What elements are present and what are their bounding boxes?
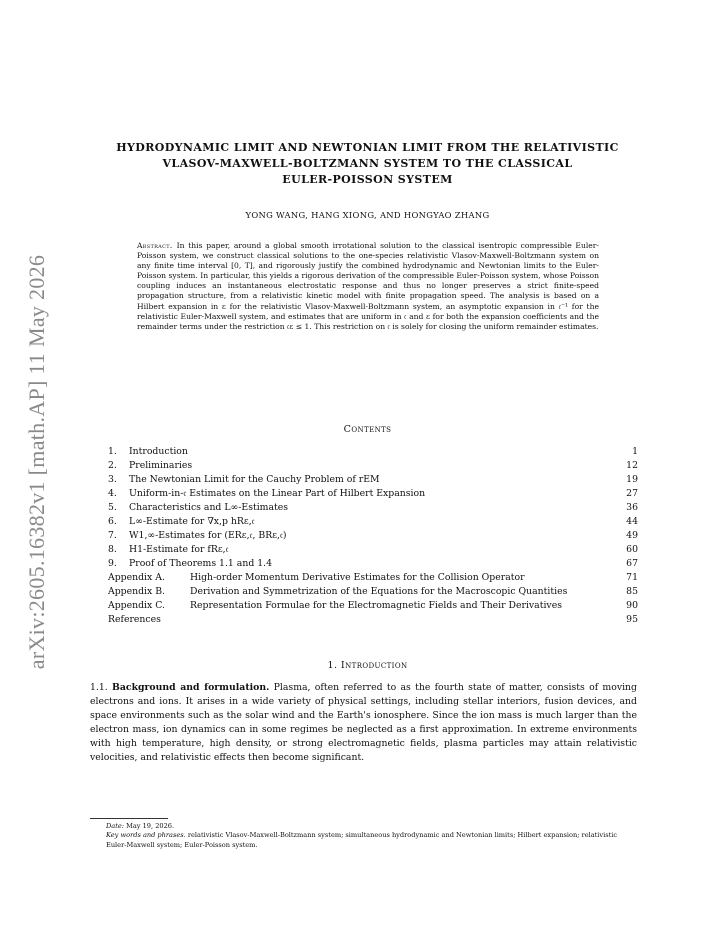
toc-entry-number: 4. bbox=[108, 488, 117, 499]
toc-entry[interactable] bbox=[108, 529, 638, 543]
title-line: VLASOV-MAXWELL-BOLTZMANN SYSTEM TO THE CLASSICAL bbox=[162, 157, 573, 170]
paper-title bbox=[100, 140, 635, 188]
abstract bbox=[137, 241, 599, 332]
toc-entry[interactable] bbox=[108, 585, 638, 599]
toc-entry-page: 85 bbox=[626, 586, 638, 597]
toc-entry-number: 6. bbox=[108, 516, 117, 527]
toc-entry-number: 7. bbox=[108, 530, 117, 541]
abstract-label: Abstract. bbox=[137, 241, 173, 250]
toc-entry-page: 12 bbox=[626, 460, 638, 471]
section-heading: 1. Introduction bbox=[327, 660, 408, 671]
toc-entry-title: Introduction bbox=[129, 446, 188, 457]
toc-entry-page: 44 bbox=[626, 516, 638, 527]
table-of-contents bbox=[108, 445, 638, 627]
date-value: May 19, 2026. bbox=[126, 822, 175, 830]
toc-entry-number: 5. bbox=[108, 502, 117, 513]
toc-entry-number: 2. bbox=[108, 460, 117, 471]
toc-entry[interactable] bbox=[108, 571, 638, 585]
toc-entry[interactable] bbox=[108, 515, 638, 529]
contents-heading: Contents bbox=[343, 424, 392, 435]
subsection-number: 1.1. bbox=[90, 682, 108, 693]
toc-entry-page: 90 bbox=[626, 600, 638, 611]
toc-entry-title: W1,∞-Estimates for (ERε,𝔠, BRε,𝔠) bbox=[129, 530, 287, 541]
toc-entry-title: Proof of Theorems 1.1 and 1.4 bbox=[129, 558, 273, 569]
toc-entry-title: Characteristics and L∞-Estimates bbox=[129, 502, 289, 513]
paragraph-text: Plasma, often referred to as the fourth state of matter, consists of moving electrons and ions. It arises in a wide variety of physical settings, including stellar interiors, fusion devices, and space environments such as the solar wind and the Earth's ionosphere. Since the ion mass is much larger than the electron mass, ion dynamics can in some regimes be neglected as a first approximation. In extreme environments with high temperature, high density, or strong electromagnetic fields, plasma particles may attain relativistic velocities, and relativistic effects then become significant. bbox=[90, 682, 637, 763]
toc-entry-title: H1-Estimate for fRε,𝔠 bbox=[129, 544, 229, 555]
footnotes bbox=[90, 822, 637, 850]
toc-entry-page: 19 bbox=[626, 474, 638, 485]
toc-entry-title: Preliminaries bbox=[129, 460, 193, 471]
toc-entry[interactable] bbox=[108, 473, 638, 487]
title-line: HYDRODYNAMIC LIMIT AND NEWTONIAN LIMIT FROM THE RELATIVISTIC bbox=[116, 141, 619, 154]
toc-entry-page: 67 bbox=[626, 558, 638, 569]
toc-entry-number: 8. bbox=[108, 544, 117, 555]
arxiv-identifier: arXiv:2605.16382v1 [math.AP] 11 May 2026 bbox=[24, 254, 49, 670]
keywords-label: Key words and phrases. bbox=[106, 831, 186, 840]
toc-entry-number: Appendix B. bbox=[108, 586, 166, 597]
toc-entry-number: 9. bbox=[108, 558, 117, 569]
toc-entry[interactable] bbox=[108, 599, 638, 613]
toc-entry[interactable] bbox=[108, 459, 638, 473]
toc-entry[interactable] bbox=[108, 557, 638, 571]
toc-entry-page: 71 bbox=[626, 572, 638, 583]
toc-entry-page: 36 bbox=[626, 502, 638, 513]
toc-entry[interactable] bbox=[108, 501, 638, 515]
toc-entry-title: High-order Momentum Derivative Estimates for the Collision Operator bbox=[190, 572, 525, 583]
keywords-value: relativistic Vlasov-Maxwell-Boltzmann system; simultaneous hydrodynamic and Newtonian limits; Hilbert expansion; relativistic Euler-Maxwell system; Euler-Poisson system. bbox=[106, 831, 618, 849]
toc-entry-number: Appendix A. bbox=[108, 572, 165, 583]
footnote-keywords bbox=[90, 831, 637, 850]
toc-entry-number: 1. bbox=[108, 446, 117, 457]
subsection-title: Background and formulation. bbox=[112, 682, 270, 693]
toc-entry-title: L∞-Estimate for ∇x,p hRε,𝔠 bbox=[129, 516, 255, 527]
toc-entry-title: Derivation and Symmetrization of the Equations for the Macroscopic Quantities bbox=[190, 586, 568, 597]
toc-entry[interactable] bbox=[108, 543, 638, 557]
toc-entry-title: The Newtonian Limit for the Cauchy Problem of rEM bbox=[129, 474, 380, 485]
toc-entry-page: 27 bbox=[626, 488, 638, 499]
toc-entry-page: 49 bbox=[626, 530, 638, 541]
toc-entry-title: References bbox=[108, 614, 161, 625]
date-label: Date: bbox=[106, 822, 124, 830]
footnote-divider bbox=[90, 818, 168, 819]
footnote-date bbox=[90, 822, 637, 831]
toc-entry-page: 1 bbox=[632, 446, 638, 457]
author-list: YONG WANG, HANG XIONG, AND HONGYAO ZHANG bbox=[245, 210, 490, 220]
toc-entry-number: Appendix C. bbox=[108, 600, 165, 611]
toc-entry[interactable] bbox=[108, 445, 638, 459]
introduction-paragraph bbox=[90, 681, 637, 765]
toc-entry[interactable] bbox=[108, 613, 638, 627]
title-line: EULER-POISSON SYSTEM bbox=[282, 173, 453, 186]
toc-entry[interactable] bbox=[108, 487, 638, 501]
toc-entry-page: 95 bbox=[626, 614, 638, 625]
toc-entry-page: 60 bbox=[626, 544, 638, 555]
toc-entry-number: 3. bbox=[108, 474, 117, 485]
toc-entry-title: Uniform-in-𝔠 Estimates on the Linear Part of Hilbert Expansion bbox=[129, 488, 426, 499]
toc-entry-title: Representation Formulae for the Electromagnetic Fields and Their Derivatives bbox=[190, 600, 562, 611]
abstract-text: In this paper, around a global smooth irrotational solution to the classical isentropic compressible Euler-Poisson system, we construct classical solutions to the one-species relativistic Vlasov-Maxwell-Boltzmann system on any finite time interval [0, T], and rigorously justify the combined hydrodynamic and Newtonian limits to the Euler-Poisson system. In particular, this yields a rigorous derivation of the compressible Euler-Poisson system, whose Poisson coupling induces an instantaneous electrostatic response and thus no longer preserves a strict finite-speed propagation structure, from a relativistic kinetic model with finite propagation speed. The analysis is based on a Hilbert expansion in ε for the relativistic Vlasov-Maxwell-Boltzmann system, an asymptotic expansion in 𝔠⁻¹ for the relativistic Euler-Maxwell system, and estimates that are uniform in 𝔠 and ε for both the expansion coefficients and the remainder terms under the restriction 𝔠ε ≤ 1. This restriction on 𝔠 is solely for closing the uniform remainder estimates. bbox=[137, 241, 599, 331]
